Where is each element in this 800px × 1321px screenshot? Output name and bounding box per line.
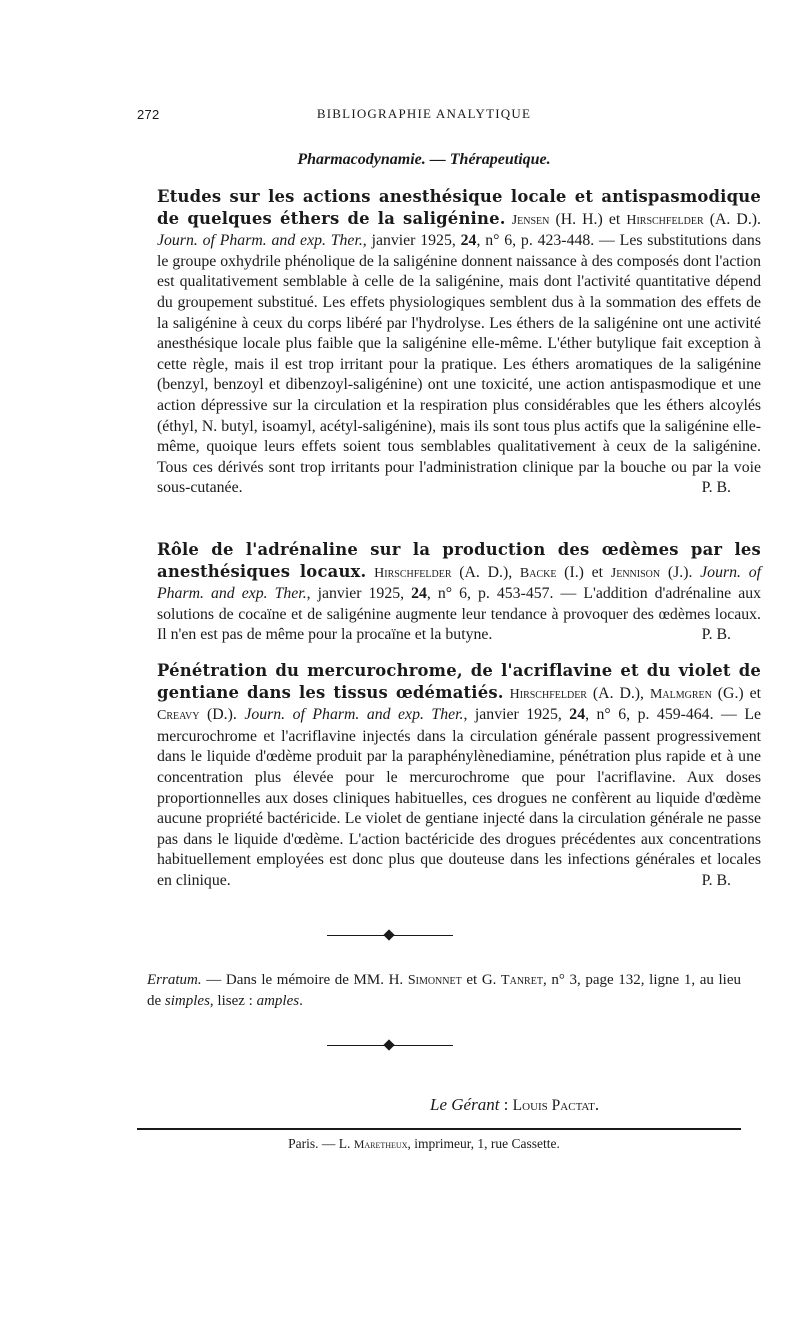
author-name: Jensen (511, 212, 550, 228)
page-range: , n° 6, p. 423-448. (476, 232, 595, 250)
author-name: Hirschfelder (626, 212, 704, 228)
gerant-label: Le Gérant (430, 1095, 500, 1114)
erratum-label: Erratum. (147, 972, 202, 988)
author-name: Creavy (157, 708, 200, 724)
footer-rule (137, 1128, 741, 1130)
publication-date: , janvier 1925, (362, 232, 461, 250)
erratum-correct-word: amples (256, 993, 300, 1009)
signature: P. B. (701, 479, 731, 497)
erratum-text: , n° 3, page 132, ligne 1, au lieu de (147, 972, 741, 1009)
author-name: Simonnet (407, 973, 462, 988)
erratum-text: , lisez : (209, 993, 257, 1009)
publication-date: , janvier 1925, (306, 585, 412, 603)
author-initials: (A. D.), (451, 563, 520, 581)
section-heading: Pharmacodynamie. — Thérapeutique. (297, 151, 551, 168)
entry-body: — Les substitutions dans le groupe oxhydrile phénolique de la saligénine donnent naissance à des composés dont l'action est qualitativement semblable à celle de la saligénine, mais dont l'activité quantitative dépend du groupement substitué. Les effets physiologiques semblent dus à la sommation des effets de la saligénine à ceux du corps libéré par l'hydrolyse. Les éthers de la saligénine ont une activité anesthésique locale plus faible que la saligénine elle-même. L'éther butylique fait exception à cette règle, mais il est trop irritant pour la pratique. Les éthers aromatiques de la saligénine (benzyl, benzoyl et dibenzoyl-saligénine) ont une toxicité, une action antispasmodique et une action dépressive sur la circulation et la respiration plus considérables que les éthers alcoylés (éthyl, N. butyl, isoamyl, acétyl-saligénine), mais ils sont tous plus actifs que la saligénine elle-même, quoique leurs effets soient tous semblables qualitativement à ceux de la saligénine. Tous ces dérivés sont trop irritants pour l'administration clinique par la bouche ou par la voie sous-cutanée. (157, 232, 761, 497)
publication-date: , janvier 1925, (463, 706, 570, 724)
author-name: Jennison (610, 565, 661, 581)
erratum-text: — Dans le mémoire de MM. H. (201, 972, 408, 988)
volume-number: 24 (460, 232, 477, 250)
gerant-name: Louis Pactat (512, 1097, 595, 1114)
author-initials: (J.). (660, 563, 701, 581)
volume-number: 24 (569, 706, 586, 724)
ornamental-divider (327, 930, 453, 942)
entry-title: Etudes sur les actions anesthésique locale et antispasmodique de quelques éthers de la saligénine. (157, 187, 761, 228)
author-initials: (I.) et (556, 563, 611, 581)
erratum-text: et G. (461, 972, 502, 988)
author-initials: (D.). (199, 706, 245, 724)
printer-imprint (0, 1136, 800, 1152)
erratum-note (137, 970, 741, 1012)
diamond-ornament-icon (383, 929, 394, 940)
author-name: Malmgren (649, 686, 712, 702)
printer-name: Maretheux (353, 1137, 408, 1151)
page-range: , n° 6, p. 459-464. (585, 706, 714, 724)
author-name: Hirschfelder (374, 565, 452, 581)
page-range: , n° 6, p. 453-457. (426, 585, 554, 603)
volume-number: 24 (411, 585, 427, 603)
abstract-entry (137, 540, 761, 646)
journal-name: Journ. of Pharm. and exp. Ther. (244, 706, 464, 724)
entry-body: — Le mercurochrome et l'acriflavine injectés dans la circulation générale passent progressivement dans le liquide d'œdème produit par la paraphénylènediamine, pénétration plus rapide et à une concentration plus élevée pour le mercurochrome que pour l'acriflavine. Aux doses proportionnelles aux doses cliniques habituelles, ces drogues ne confèrent au liquide d'œdème aucune propriété bactéricide. Le violet de gentiane injecté dans la circulation générale ne passe pas dans le liquide d'œdème. L'action bactéricide des drogues précédentes aux concentrations habituellement employées est donc plus que douteuse dans les infections générales et locales en clinique. (157, 706, 761, 889)
author-initials: (A. D.), (586, 684, 650, 702)
entry-title: Pénétration du mercurochrome, de l'acriflavine et du violet de gentiane dans les tissus œdématiés. (157, 661, 761, 702)
journal-name: Journ. of Pharm. and exp. Ther. (157, 232, 363, 250)
printer-city: Paris. — L. (288, 1136, 354, 1151)
abstract-entry (137, 187, 761, 499)
erratum-wrong-word: simples (164, 993, 210, 1009)
abstract-entry (137, 661, 761, 892)
gerant-end: . (594, 1095, 600, 1114)
printer-address: , imprimeur, 1, rue Cassette. (407, 1136, 560, 1151)
journal-name: Journ. of Pharm. and exp. Ther. (157, 563, 761, 603)
diamond-ornament-icon (383, 1039, 394, 1050)
author-initials: (H. H.) et (549, 210, 627, 228)
ornamental-divider (327, 1040, 453, 1052)
author-name: Tanret (501, 973, 543, 988)
signature: P. B. (701, 626, 731, 644)
author-name: Hirschfelder (509, 686, 587, 702)
gerant-line (430, 1095, 599, 1115)
entry-body: — L'addition d'adrénaline aux solutions de cocaïne et de saligénine augmente leur tendance à provoquer des œdèmes locaux. Il n'en est pas de même pour la procaïne et la butyne. (157, 585, 762, 644)
author-initials: (A. D.). (703, 210, 762, 228)
author-initials: (G.) et (711, 684, 761, 702)
erratum-text: . (299, 993, 303, 1009)
running-head: BIBLIOGRAPHIE ANALYTIQUE (316, 106, 532, 121)
author-name: Backe (519, 565, 557, 581)
page-number: 272 (137, 107, 160, 122)
gerant-separator: : (499, 1095, 513, 1114)
entry-title: Rôle de l'adrénaline sur la production des œdèmes par les anesthésiques locaux. (157, 540, 761, 581)
signature: P. B. (701, 871, 731, 889)
